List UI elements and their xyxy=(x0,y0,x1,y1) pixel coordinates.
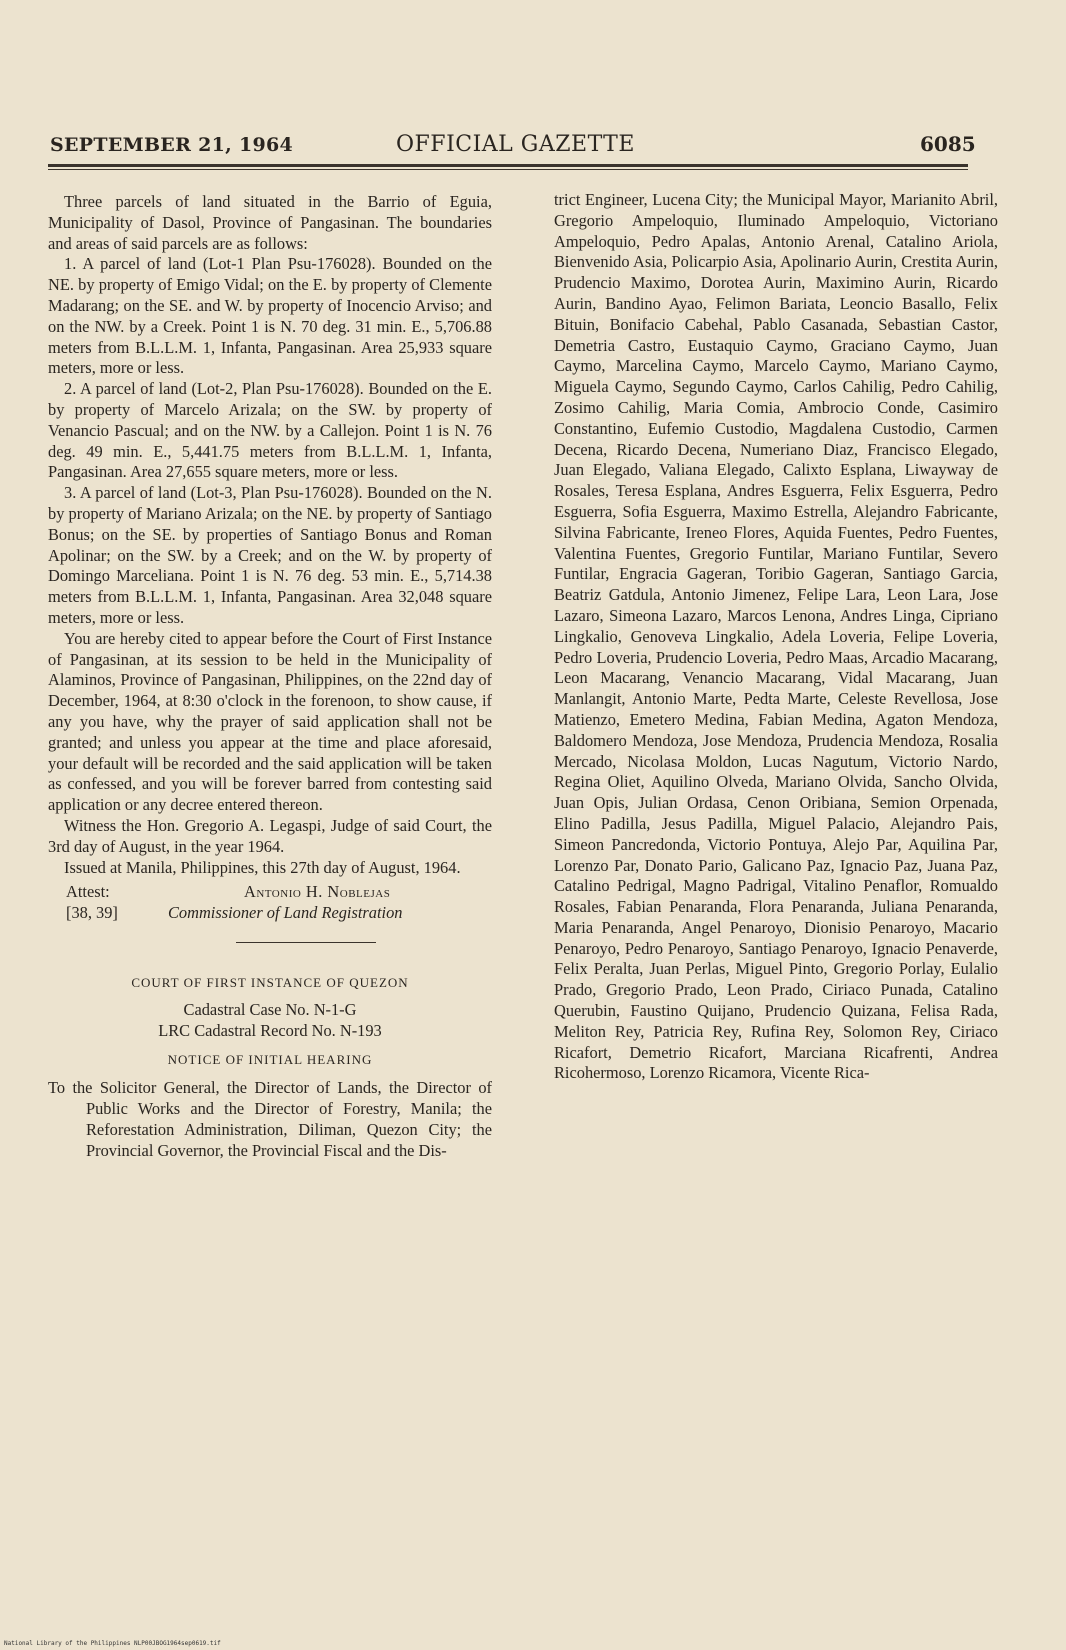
parcel-1-paragraph: 1. A parcel of land (Lot-1 Plan Psu-176028). Bounded on the NE. by property of Emigo Vidal; on the E. by property of Clemente Madarang; on the SE. and W. by property of Inocencio Arviso; and on the NW. by a Creek. Point 1 is N. 70 deg. 31 min. E., 5,706.88 meters from B.L.L.M. 1, Infanta, Pangasinan. Area 25,933 square meters, more or less. xyxy=(48,254,492,378)
scan-footer-note: National Library of the Philippines NLP00JBOG1964sep0619.tif xyxy=(4,1640,221,1647)
case-number: Cadastral Case No. N-1-G xyxy=(183,1000,357,1020)
header-date: SEPTEMBER 21, 1964 xyxy=(50,134,294,156)
left-column xyxy=(48,192,492,1162)
attest-block xyxy=(48,882,492,926)
attest-label: Attest: xyxy=(66,882,110,902)
right-column xyxy=(554,190,998,1084)
notice-heading: NOTICE OF INITIAL HEARING xyxy=(167,1051,373,1067)
addressee-list: trict Engineer, Lucena City; the Municipal Mayor, Marianito Abril, Gregorio Ampeloquio, Iluminado Ampeloquio, Victoriano Ampeloquio, Pedro Apalas, Antonio Arenal, Catalino Ariola, Bienvenido Asia, Policarpio Asia, Apolinario Aurin, Crestita Aurin, Prudencio Maximo, Dorotea Aurin, Maximino Aurin, Ricardo Aurin, Bandino Ayao, Felimon Bariata, Leoncio Basallo, Felix Bituin, Bonifacio Cabehal, Pablo Casanada, Sebastian Castor, Demetria Castro, Eustaquio Caymo, Graciano Caymo, Juan Caymo, Marcelina Caymo, Marcelo Caymo, Mariano Caymo, Miguela Caymo, Segundo Caymo, Carlos Cahilig, Pedro Cahilig, Zosimo Cahilig, Maria Comia, Ambrocio Conde, Casimiro Constantino, Eufemio Custodio, Magdalena Custodio, Carmen Decena, Ricardo Decena, Numeriano Diaz, Francisco Elegado, Juan Elegado, Valiana Elegado, Calixto Esplana, Liwayway de Rosales, Teresa Esplana, Andres Esguerra, Felix Esguerra, Pedro Esguerra, Sofia Esguerra, Maximo Estrella, Alejandro Fabricante, Silvina Fabricante, Ireneo Flores, Aquida Fuentes, Pedro Fuentes, Valentina Fuentes, Gregorio Funtilar, Mariano Funtilar, Severo Funtilar, Engracia Gageran, Toribio Gageran, Santiago Garcia, Beatriz Gatdula, Antonio Jimenez, Felipe Lara, Leon Lara, Jose Lazaro, Simeona Lazaro, Marcos Lenona, Andres Linga, Cipriano Lingkalio, Genoveva Lingkalio, Adela Loveria, Felipe Loveria, Pedro Loveria, Prudencio Loveria, Pedro Maas, Arcadio Macarang, Leon Macarang, Venancio Macarang, Vidal Macarang, Juan Manlangit, Antonio Marte, Pedta Marte, Celeste Revellosa, Jose Matienzo, Emetero Medina, Fabian Medina, Agaton Mendoza, Baldomero Mendoza, Jose Mendoza, Prudencia Mendoza, Rosalia Mercado, Nicolasa Moldon, Lucas Nagutum, Victorio Nardo, Regina Oliet, Aquilino Olveda, Mariano Olvida, Sancho Olvida, Juan Opis, Julian Ordasa, Cenon Oribiana, Semion Orpenada, Elino Padilla, Jesus Padilla, Miguel Palacio, Alejandro Pais, Simeon Pancredonda, Victorio Pontuya, Alejo Par, Aquilina Par, Lorenzo Par, Donato Pario, Galicano Paz, Ignacio Paz, Juana Paz, Catalino Pedrigal, Magno Padrigal, Vitalino Penaflor, Romualdo Rosales, Fabian Penaranda, Flora Penaranda, Juliana Penaranda, Maria Penaranda, Angel Penaroyo, Dionisio Penaroyo, Macario Penaroyo, Pedro Penaroyo, Santiago Penaroyo, Ignacio Penaverde, Felix Peralta, Juan Perlas, Miguel Pinto, Gregorio Porlay, Eulalio Prado, Gregorio Prado, Leon Prado, Ciriaco Punada, Catalino Querubin, Faustino Quijano, Prudencio Quizana, Felisa Rada, Meliton Rey, Patricia Rey, Rufina Rey, Solomon Rey, Ciriaco Ricafort, Demetrio Ricafort, Marciana Ricafrenti, Andrea Ricohermoso, Lorenzo Ricamora, Vicente Rica- xyxy=(554,190,998,1083)
attest-role: Commissioner of Land Registration xyxy=(168,903,403,923)
record-number: LRC Cadastral Record No. N-193 xyxy=(158,1020,382,1040)
header-rule-thin xyxy=(48,169,968,170)
intro-paragraph: Three parcels of land situated in the Barrio of Eguia, Municipality of Dasol, Province of Pangasinan. The boundaries and areas of said parcels are as follows: xyxy=(48,192,492,253)
section-divider xyxy=(236,942,376,943)
court-heading: COURT OF FIRST INSTANCE OF QUEZON xyxy=(131,975,409,991)
parcel-2-paragraph: 2. A parcel of land (Lot-2, Plan Psu-176028). Bounded on the E. by property of Marcelo Arizala; on the SW. by property of Venancio Pascual; and on the NW. by a Callejon. Point 1 is N. 76 deg. 49 min. E., 5,441.75 meters from B.L.L.M. 1, Infanta, Pangasinan. Area 27,655 square meters, more or less. xyxy=(48,379,492,482)
attest-reference: [38, 39] xyxy=(66,903,118,923)
header-title: OFFICIAL GAZETTE xyxy=(396,132,635,157)
page-number: 6085 xyxy=(920,132,976,156)
addressee-paragraph: To the Solicitor General, the Director of Lands, the Director of Public Works and the Director of Forestry, Manila; the Reforestation Administration, Diliman, Quezon City; the Provincial Governor, the Provincial Fiscal and the Dis- xyxy=(48,1078,492,1160)
witness-paragraph: Witness the Hon. Gregorio A. Legaspi, Judge of said Court, the 3rd day of August, in the year 1964. xyxy=(48,815,492,856)
attest-name: Antonio H. Noblejas xyxy=(244,882,391,902)
issued-paragraph: Issued at Manila, Philippines, this 27th day of August, 1964. xyxy=(64,857,461,877)
header-rule xyxy=(48,164,968,167)
parcel-3-paragraph: 3. A parcel of land (Lot-3, Plan Psu-176028). Bounded on the N. by property of Mariano Arizala; on the NE. by property of Santiago Bonus; on the SE. by properties of Santiago Bonus and Roman Apolinar; on the SW. by a Creek; and on the W. by property of Domingo Marceliana. Point 1 is N. 76 deg. 53 min. E., 5,714.38 meters from B.L.L.M. 1, Infanta, Pangasinan. Area 32,048 square meters, more or less. xyxy=(48,483,492,627)
citation-paragraph: You are hereby cited to appear before the Court of First Instance of Pangasinan, at its session to be held in the Municipality of Alaminos, Province of Pangasinan, Philippines, on the 22nd day of December, 1964, at 8:30 o'clock in the forenoon, to show cause, if any you have, why the prayer of said application shall not be granted; and unless you appear at the time and place aforesaid, your default will be recorded and the said application will be taken as confessed, and you will be forever barred from contesting said application or any decree entered thereon. xyxy=(48,628,492,815)
